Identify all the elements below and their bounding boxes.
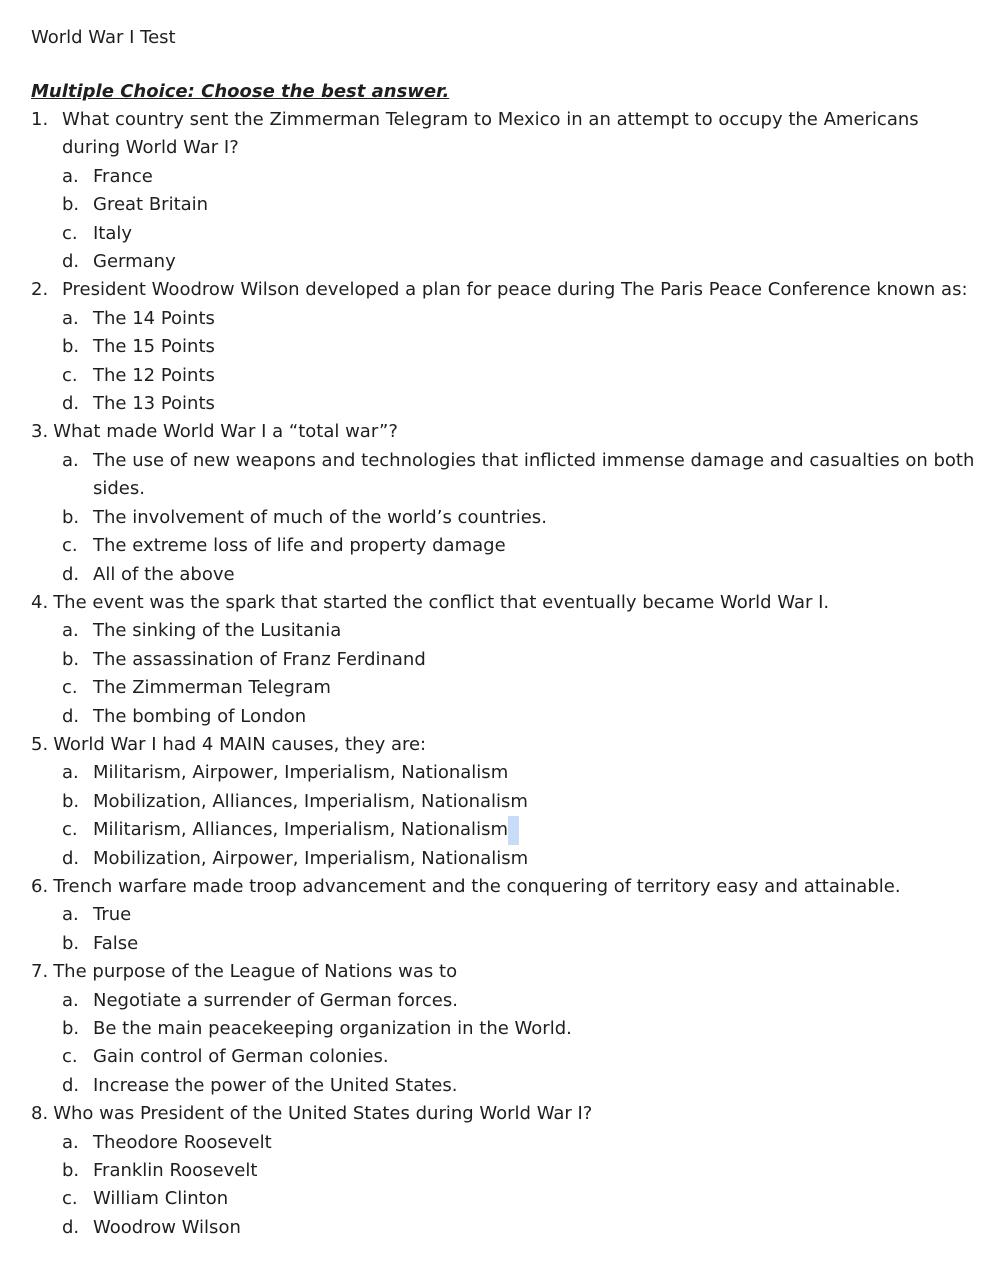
question-number: 4. xyxy=(31,591,49,613)
option-item[interactable] xyxy=(62,845,981,873)
option-text[interactable]: The assassination of Franz Ferdinand xyxy=(93,648,426,670)
question-stem[interactable] xyxy=(31,106,981,163)
option-letter: a. xyxy=(62,449,79,471)
question-number: 8. xyxy=(31,1103,49,1125)
question-stem[interactable] xyxy=(31,958,981,986)
question-number: 3. xyxy=(31,421,49,443)
option-item[interactable] xyxy=(62,220,981,248)
option-list xyxy=(31,305,981,419)
option-letter: c. xyxy=(62,535,78,557)
question-stem[interactable] xyxy=(31,731,981,759)
question-stem[interactable] xyxy=(31,873,981,901)
option-item[interactable] xyxy=(62,816,981,844)
option-list xyxy=(31,447,981,589)
option-item[interactable] xyxy=(62,987,981,1015)
option-item[interactable] xyxy=(62,674,981,702)
question-text[interactable]: The purpose of the League of Nations was to xyxy=(53,961,458,983)
option-text[interactable]: Militarism, Airpower, Imperialism, Nationalism xyxy=(93,762,509,784)
question-number: 7. xyxy=(31,961,49,983)
option-letter: c. xyxy=(62,364,78,386)
option-text[interactable]: Mobilization, Alliances, Imperialism, Nationalism xyxy=(93,790,528,812)
option-item[interactable] xyxy=(62,1072,981,1100)
option-text[interactable]: William Clinton xyxy=(93,1188,229,1210)
option-item[interactable] xyxy=(62,1214,981,1242)
question-1 xyxy=(31,106,981,276)
question-2 xyxy=(31,276,981,418)
option-letter: d. xyxy=(62,1074,80,1096)
option-text[interactable]: Great Britain xyxy=(93,194,209,216)
section-heading[interactable]: Multiple Choice: Choose the best answer. xyxy=(31,81,450,102)
option-text[interactable]: The bombing of London xyxy=(93,705,307,727)
option-text[interactable]: The 12 Points xyxy=(93,364,215,386)
question-6 xyxy=(31,873,981,958)
option-item[interactable] xyxy=(62,163,981,191)
option-text[interactable]: France xyxy=(93,165,153,187)
option-item[interactable] xyxy=(62,617,981,645)
option-item[interactable] xyxy=(62,646,981,674)
question-4 xyxy=(31,589,981,731)
question-text[interactable]: What made World War I a “total war”? xyxy=(53,421,398,443)
option-letter: b. xyxy=(62,1018,80,1039)
option-letter: d. xyxy=(62,251,80,273)
option-text[interactable]: Mobilization, Airpower, Imperialism, Nationalism xyxy=(93,847,529,869)
option-item[interactable] xyxy=(62,1129,981,1157)
question-7 xyxy=(31,958,981,1100)
question-3 xyxy=(31,418,981,588)
option-text[interactable]: Italy xyxy=(93,222,133,244)
question-stem[interactable] xyxy=(31,276,981,304)
option-text[interactable]: The Zimmerman Telegram xyxy=(93,677,331,699)
option-text[interactable]: Theodore Roosevelt xyxy=(93,1131,272,1153)
question-number: 5. xyxy=(31,733,49,755)
option-item[interactable] xyxy=(62,390,981,418)
option-list xyxy=(31,1129,981,1243)
question-text[interactable]: President Woodrow Wilson developed a plan for peace during The Paris Peace Conference known as: xyxy=(62,279,968,301)
option-letter: d. xyxy=(62,1216,80,1238)
text-selection-highlight xyxy=(508,816,519,844)
question-text[interactable]: What country sent the Zimmerman Telegram to Mexico in an attempt to occupy the Americans during World War I? xyxy=(62,109,919,159)
option-item[interactable] xyxy=(62,504,981,532)
question-text[interactable]: Trench warfare made troop advancement and the conquering of territory easy and attainable. xyxy=(53,875,901,897)
option-text[interactable]: All of the above xyxy=(93,563,235,585)
option-letter: d. xyxy=(62,705,80,727)
option-letter: a. xyxy=(62,904,79,926)
option-letter: b. xyxy=(62,1160,80,1182)
option-item[interactable] xyxy=(62,901,981,929)
option-letter: a. xyxy=(62,620,79,642)
option-text[interactable]: Increase the power of the United States. xyxy=(93,1074,458,1096)
question-stem[interactable] xyxy=(31,418,981,446)
question-8 xyxy=(31,1100,981,1242)
option-text[interactable]: The 14 Points xyxy=(93,307,215,329)
option-letter: c. xyxy=(62,677,78,699)
option-letter: c. xyxy=(62,819,78,841)
option-list xyxy=(31,901,981,958)
option-list xyxy=(31,987,981,1101)
option-item[interactable] xyxy=(62,759,981,787)
option-letter: d. xyxy=(62,563,80,585)
option-list xyxy=(31,617,981,731)
question-number: 6. xyxy=(31,875,49,897)
option-item[interactable] xyxy=(62,1185,981,1213)
option-letter: b. xyxy=(62,336,80,358)
option-text[interactable]: Germany xyxy=(93,251,176,273)
option-text[interactable]: The extreme loss of life and property damage xyxy=(93,535,506,557)
option-item[interactable] xyxy=(62,930,981,958)
option-letter: c. xyxy=(62,1188,78,1210)
option-item[interactable] xyxy=(62,333,981,361)
question-number: 1. xyxy=(31,109,49,130)
option-text[interactable]: The sinking of the Lusitania xyxy=(93,620,342,642)
question-stem[interactable] xyxy=(31,589,981,617)
option-letter: b. xyxy=(62,648,80,670)
option-item[interactable] xyxy=(62,191,981,219)
question-stem[interactable] xyxy=(31,1100,981,1128)
option-item[interactable] xyxy=(62,532,981,560)
option-item[interactable] xyxy=(62,447,981,504)
option-item[interactable] xyxy=(62,703,981,731)
question-5 xyxy=(31,731,981,873)
option-text[interactable]: Be the main peacekeeping organization in the World. xyxy=(93,1018,572,1039)
option-letter: a. xyxy=(62,1131,79,1153)
option-letter: d. xyxy=(62,847,80,869)
document-page[interactable] xyxy=(31,24,981,1242)
option-letter: c. xyxy=(62,222,78,244)
option-letter: a. xyxy=(62,165,79,187)
option-item[interactable] xyxy=(62,362,981,390)
option-item[interactable] xyxy=(62,1015,981,1043)
option-item[interactable] xyxy=(62,305,981,333)
option-text[interactable]: Woodrow Wilson xyxy=(93,1216,241,1238)
question-text[interactable]: World War I had 4 MAIN causes, they are: xyxy=(53,733,427,755)
question-text[interactable]: The event was the spark that started the conflict that eventually became World War I. xyxy=(53,591,830,613)
option-item[interactable] xyxy=(62,248,981,276)
option-list xyxy=(31,163,981,277)
option-item[interactable] xyxy=(62,1043,981,1071)
option-text[interactable]: True xyxy=(93,904,132,926)
option-item[interactable] xyxy=(62,1157,981,1185)
option-text[interactable]: Militarism, Alliances, Imperialism, Nationalism xyxy=(93,819,508,841)
option-list xyxy=(31,759,981,873)
option-text[interactable]: The use of new weapons and technologies that inflicted immense damage and casualties on both sides. xyxy=(93,449,975,500)
option-letter: a. xyxy=(62,762,79,784)
option-item[interactable] xyxy=(62,788,981,816)
option-letter: b. xyxy=(62,194,80,216)
option-text[interactable]: The 13 Points xyxy=(93,393,215,415)
option-letter: b. xyxy=(62,790,80,812)
question-text[interactable]: Who was President of the United States during World War I? xyxy=(53,1103,593,1125)
option-letter: c. xyxy=(62,1046,78,1068)
option-letter: a. xyxy=(62,307,79,329)
document-title[interactable]: World War I Test xyxy=(31,27,176,48)
option-text[interactable]: The involvement of much of the world’s countries. xyxy=(93,506,547,528)
option-text[interactable]: The 15 Points xyxy=(93,336,215,358)
option-item[interactable] xyxy=(62,561,981,589)
option-letter: a. xyxy=(62,989,79,1011)
question-number: 2. xyxy=(31,279,49,301)
option-letter: b. xyxy=(62,932,80,954)
option-letter: d. xyxy=(62,393,80,415)
question-list xyxy=(31,106,981,1242)
option-text[interactable]: False xyxy=(93,932,139,954)
option-letter: b. xyxy=(62,506,80,528)
option-text[interactable]: Negotiate a surrender of German forces. xyxy=(93,989,458,1011)
option-text[interactable]: Franklin Roosevelt xyxy=(93,1160,258,1182)
option-text[interactable]: Gain control of German colonies. xyxy=(93,1046,389,1068)
